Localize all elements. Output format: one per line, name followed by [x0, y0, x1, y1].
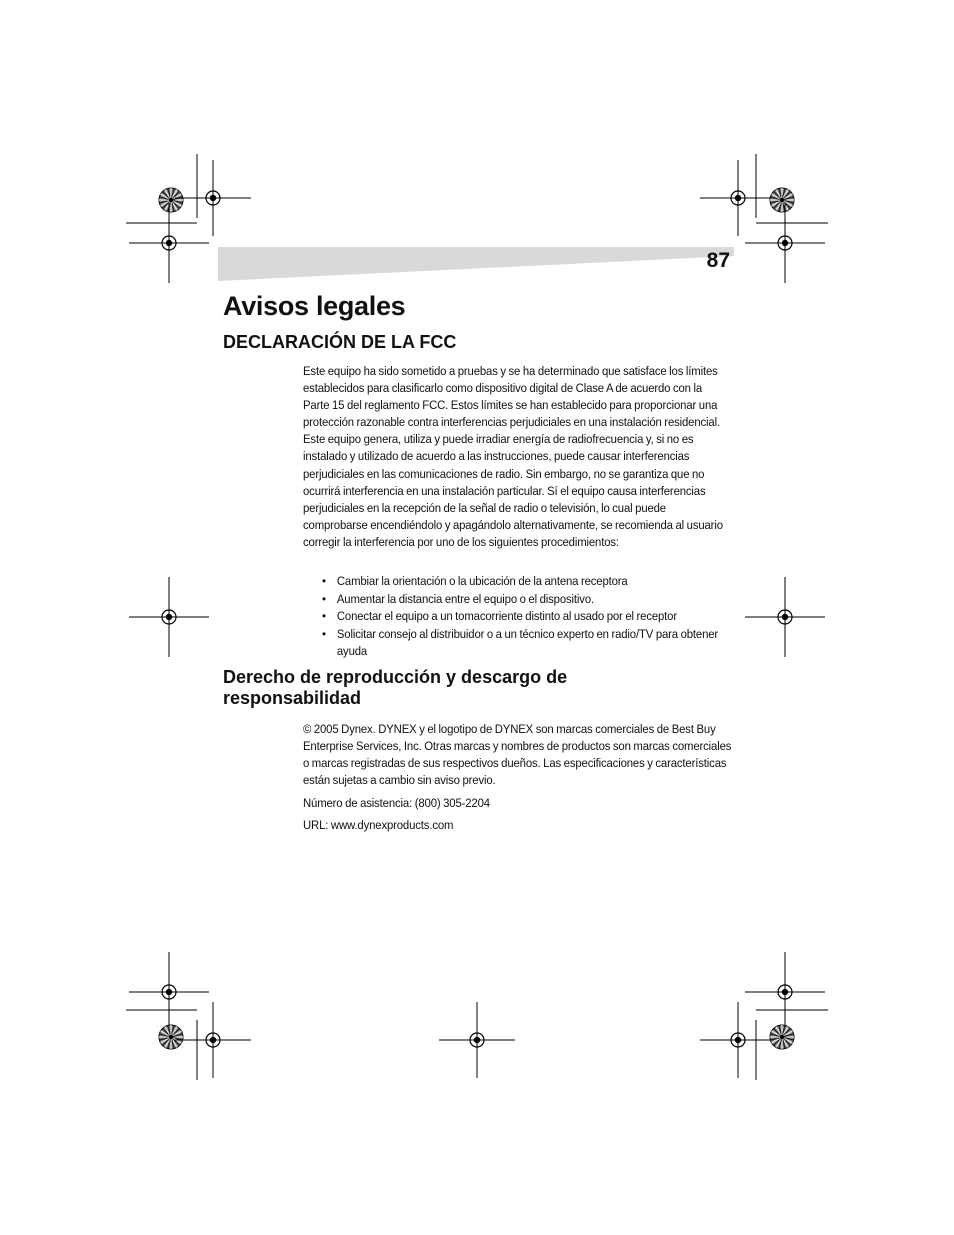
page-number: 87: [706, 249, 730, 272]
registration-crosshair: [745, 203, 825, 283]
list-item: [322, 626, 731, 660]
bullet: •: [322, 591, 326, 606]
fcc-paragraph: Este equipo ha sido sometido a pruebas y se ha determinado que satisface los límites establecidos para clasificarlo como dispositivo digital de Clase A de acuerdo con la Parte 15 del reglamento FCC. Estos límites se han establecido para proporcionar una protección razonable contra interferencias perjudiciales en una instalación residencial. Este equipo genera, utiliza y puede irradiar energía de radiofrecuencia y, si no es instalado y utilizado de acuerdo a las instrucciones, puede causar interferencias perjudiciales en las comunicaciones de radio. Sin embargo, no se garantiza que no ocurrirá interferencia en una instalación particular. Sí el equipo causa interferencias perjudiciales en la recepción de la señal de radio o televisión, lo cual puede comprobarse encendiéndolo y apagándolo alternativamente, se recomienda al usuario corregir la interferencia por uno de los siguientes procedimientos:: [303, 364, 723, 549]
support-number: Número de asistencia: (800) 305-2204: [303, 796, 490, 810]
registration-crosshair: [700, 1002, 776, 1078]
registration-crosshair: [700, 160, 776, 236]
registration-starburst: [770, 1025, 794, 1049]
copyright-paragraph: © 2005 Dynex. DYNEX y el logotipo de DYNEX son marcas comerciales de Best Buy Enterprise Services, Inc. Otras marcas y nombres de productos son marcas comerciales o marcas registradas de sus respectivos dueños. Las especificaciones y características están sujetas a cambio sin aviso previo.: [303, 722, 732, 788]
registration-starburst: [770, 188, 794, 212]
registration-crosshair: [129, 577, 209, 657]
bullet: •: [322, 609, 326, 624]
registration-crosshair: [175, 1002, 251, 1078]
registration-crosshair: [175, 160, 251, 236]
list-item: [322, 591, 731, 608]
website-url: URL: www.dynexproducts.com: [303, 818, 454, 832]
fcc-heading: DECLARACIÓN DE LA FCC: [223, 332, 457, 352]
registration-crosshair: [439, 1002, 515, 1078]
bullet: •: [322, 574, 326, 588]
registration-starburst: [159, 188, 183, 212]
registration-crosshair: [745, 577, 825, 657]
list-item: [322, 608, 731, 625]
bullet: •: [322, 626, 326, 641]
page-title: Avisos legales: [223, 291, 406, 321]
list-item-text: Solicitar consejo al distribuidor o a un técnico experto en radio/TV para obtener ayuda: [336, 626, 719, 658]
list-item-text: Cambiar la orientación o la ubicación de la antena receptora: [336, 574, 628, 588]
copyright-heading: Derecho de reproducción y descargo de responsabilidad: [223, 667, 568, 708]
list-item-text: Aumentar la distancia entre el equipo o el dispositivo.: [336, 591, 595, 606]
list-item-text: Conectar el equipo a un tomacorriente distinto al usado por el receptor: [336, 609, 677, 624]
list-item: [322, 573, 731, 590]
registration-crosshair: [745, 952, 825, 1032]
fcc-procedures-list: [322, 573, 731, 660]
registration-starburst: [159, 1025, 183, 1049]
